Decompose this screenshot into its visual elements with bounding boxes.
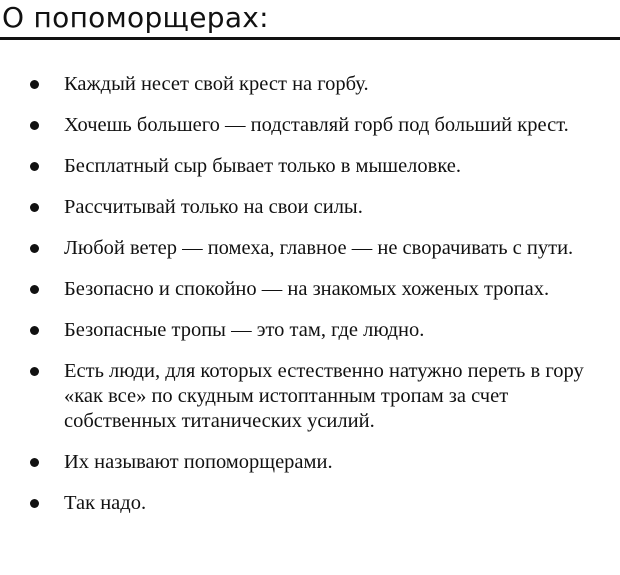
bullet-icon: [30, 499, 39, 508]
list-item-text: Хочешь большего — подставляй горб под больший крест.: [64, 114, 569, 136]
list-item-text: Их называют попоморщерами.: [64, 451, 333, 473]
bullet-icon: [30, 121, 39, 130]
list-item: [0, 450, 620, 475]
list-item-text: Любой ветер — помеха, главное — не сворачивать с пути.: [64, 237, 574, 259]
bullet-icon: [30, 458, 39, 467]
bullet-icon: [30, 203, 39, 212]
list-item-text: Безопасно и спокойно — на знакомых хоженых тропах.: [64, 278, 550, 300]
list-item: [0, 195, 620, 220]
list-item: [0, 154, 620, 179]
list-item: [0, 236, 620, 261]
bullet-icon: [30, 80, 39, 89]
list-item: [0, 359, 620, 434]
list-item: [0, 113, 620, 138]
list-item: [0, 72, 620, 97]
list-item-text: Каждый несет свой крест на горбу.: [64, 73, 369, 95]
bullet-icon: [30, 285, 39, 294]
section-heading: О попоморщерах:: [2, 1, 269, 34]
list-item: [0, 318, 620, 343]
list-item: [0, 277, 620, 302]
bullet-icon: [30, 367, 39, 376]
bullet-icon: [30, 162, 39, 171]
list-item-text: Безопасные тропы — это там, где людно.: [64, 319, 425, 341]
heading-underline: [0, 37, 620, 40]
bullet-icon: [30, 326, 39, 335]
bullet-icon: [30, 244, 39, 253]
list-item-text: Рассчитывай только на свои силы.: [64, 196, 363, 218]
list-item-text: Есть люди, для которых естественно натужно переть в гору «как все» по скудным истоптанным тропам за счет собственных титанических усилий.: [64, 360, 584, 432]
list-item: [0, 491, 620, 516]
list-item-text: Так надо.: [64, 492, 147, 514]
bullet-list: [0, 72, 620, 532]
list-item-text: Бесплатный сыр бывает только в мышеловке.: [64, 155, 461, 177]
